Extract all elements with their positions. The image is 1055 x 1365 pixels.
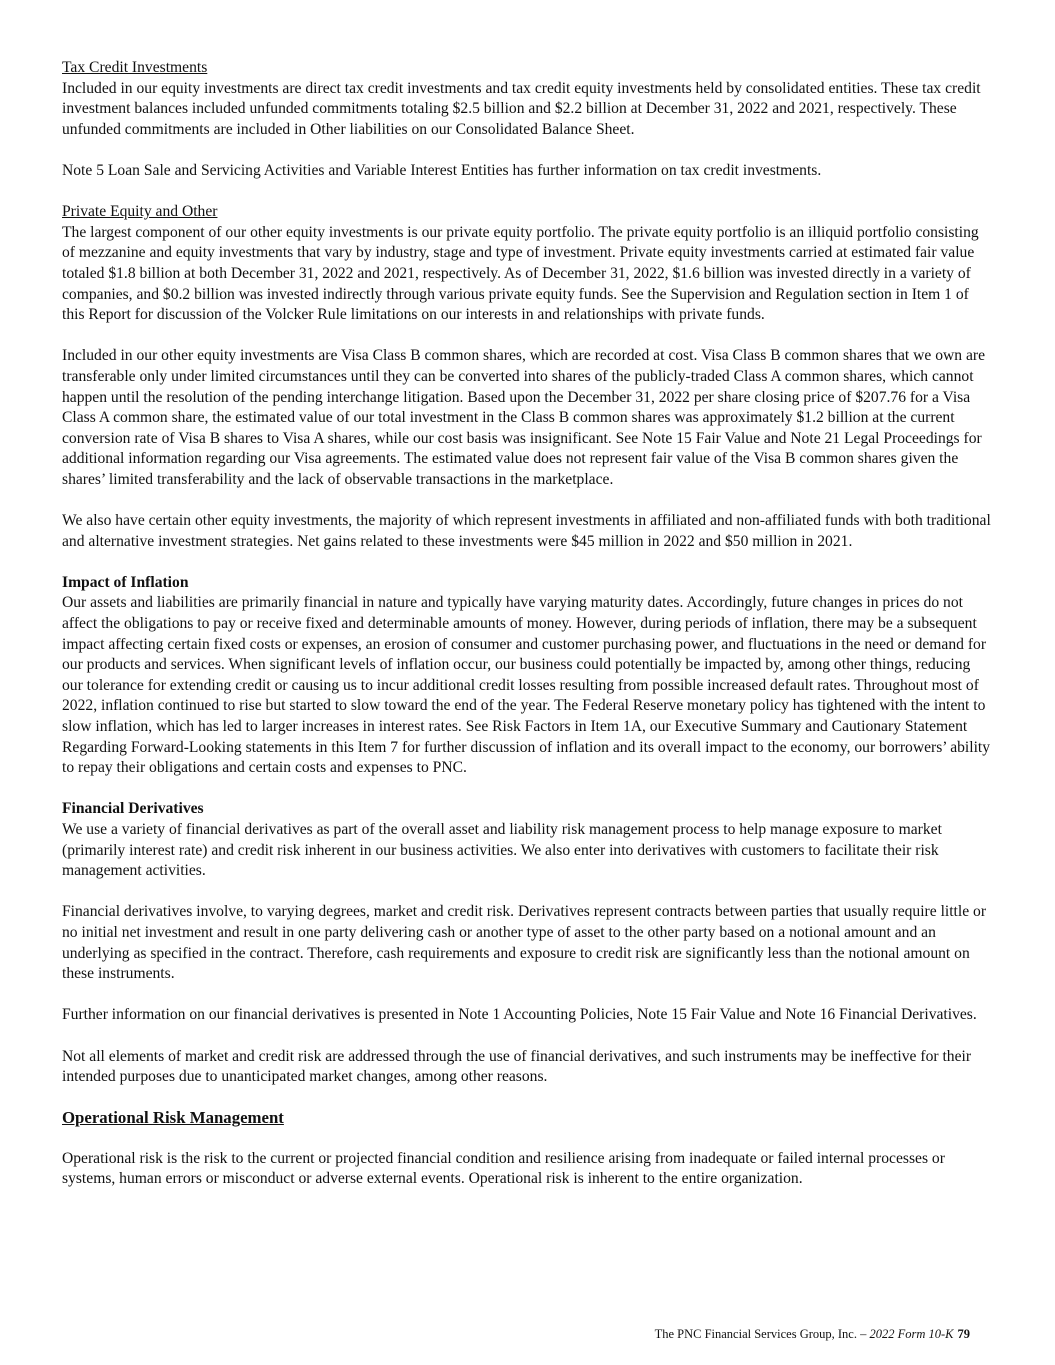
paragraph: Included in our other equity investments are Visa Class B common shares, which are recorded at cost. Visa Class B common shares that we own are transferable only under limited circumstances until they can be converted into shares of the publicly-traded Class A common shares, which cannot happen until the resolution of the pending interchange litigation. Based upon the December 31, 2022 per share closing price of $207.76 for a Visa Class A common share, the estimated value of our total investment in the Class B common shares was approximately $1.2 billion at the current conversion rate of Visa B shares to Visa A shares, while our cost basis was insignificant. See Note 15 Fair Value and Note 21 Legal Proceedings for additional information regarding our Visa agreements. The estimated value does not represent fair value of the Visa B common shares given the shares’ limited transferability and the lack of observable transactions in the marketplace.: [62, 347, 985, 488]
paragraph: The largest component of our other equity investments is our private equity portfolio. The private equity portfolio is an illiquid portfolio consisting of mezzanine and equity investments that vary by industry, stage and type of investment. Private equity investments carried at estimated fair value totaled $1.8 billion at both December 31, 2022 and 2021, respectively. As of December 31, 2022, $1.6 billion was invested directly in a variety of companies, and $0.2 billion was invested indirectly through various private equity funds. See the Supervision and Regulation section in Item 1 of this Report for discussion of the Volcker Rule limitations on our interests in and relationships with private funds.: [62, 223, 979, 324]
paragraph: Financial derivatives involve, to varying degrees, market and credit risk. Derivatives represent contracts between parties that usually require little or no initial net investment and result in one party delivering cash or another type of asset to the other party based on a notional amount and an underlying as specified in the contract. Therefore, cash requirements and exposure to credit risk are significantly less than the notional amount on these instruments.: [62, 903, 987, 983]
section-heading: Financial Derivatives: [62, 800, 204, 818]
section-impact-of-inflation: [62, 573, 994, 779]
section-heading: Tax Credit Investments: [62, 59, 208, 76]
section-operational-risk-management: [62, 1108, 994, 1190]
paragraph: Operational risk is the risk to the current or projected financial condition and resilience arising from inadequate or failed internal processes or systems, human errors or misconduct or adverse external events. Operational risk is inherent to the entire organization.: [62, 1149, 945, 1188]
paragraph: Note 5 Loan Sale and Servicing Activities and Variable Interest Entities has further information on tax credit investments.: [62, 161, 822, 179]
section-financial-derivatives: [62, 799, 994, 1087]
document-page: [62, 58, 994, 1211]
paragraph: We also have certain other equity investments, the majority of which represent investments in affiliated and non-affiliated funds with both traditional and alternative investment strategies. Net gains related to these investments were $45 million in 2022 and $50 million in 2021.: [62, 512, 991, 550]
section-heading: Private Equity and Other: [62, 203, 218, 221]
paragraph: We use a variety of financial derivatives as part of the overall asset and liability risk management process to help manage exposure to market (primarily interest rate) and credit risk inherent in our business activities. We also enter into derivatives with customers to facilitate their risk management activities.: [62, 820, 942, 880]
paragraph: Included in our equity investments are direct tax credit investments and tax credit equity investments held by consolidated entities. These tax credit investment balances included unfunded commitments totaling $2.5 billion and $2.2 billion at December 31, 2022 and 2021, respectively. These unfunded commitments are included in Other liabilities on our Consolidated Balance Sheet.: [62, 79, 981, 138]
section-private-equity: [62, 202, 994, 552]
paragraph: Our assets and liabilities are primarily financial in nature and typically have varying maturity dates. Accordingly, future changes in prices do not affect the obligations to pay or receive fixed and determinable amounts of money. However, during periods of inflation, there may be a subsequent impact affecting certain fixed costs or expenses, an erosion of consumer and customer purchasing power, and fluctuations in the need or demand for our products and services. When significant levels of inflation occur, our business could potentially be impacted by, among other things, reducing our tolerance for extending credit or causing us to incur additional credit losses resulting from possible increased default rates. Throughout most of 2022, inflation continued to rise but started to slow toward the end of the year. The Federal Reserve monetary policy has tightened with the intent to slow inflation, which has led to larger increases in interest rates. See Risk Factors in Item 1A, our Executive Summary and Cautionary Statement Regarding Forward-Looking statements in this Item 7 for further discussion of inflation and its overall impact to the economy, our borrowers’ ability to repay their obligations and certain costs and expenses to PNC.: [62, 594, 991, 777]
footer-company: The PNC Financial Services Group, Inc. –: [654, 1327, 870, 1341]
section-tax-credit-investments: [62, 58, 994, 182]
page-number: 79: [957, 1327, 970, 1341]
footer-form: 2022 Form 10-K: [869, 1327, 954, 1341]
paragraph: Not all elements of market and credit risk are addressed through the use of financial derivatives, and such instruments may be ineffective for their intended purposes due to unanticipated market changes, among other reasons.: [62, 1047, 972, 1086]
section-heading: Impact of Inflation: [62, 573, 189, 591]
paragraph: Further information on our financial derivatives is presented in Note 1 Accounting Policies, Note 15 Fair Value and Note 16 Financial Derivatives.: [62, 1006, 977, 1024]
page-footer: [655, 1326, 970, 1342]
major-section-heading: Operational Risk Management: [62, 1108, 284, 1128]
